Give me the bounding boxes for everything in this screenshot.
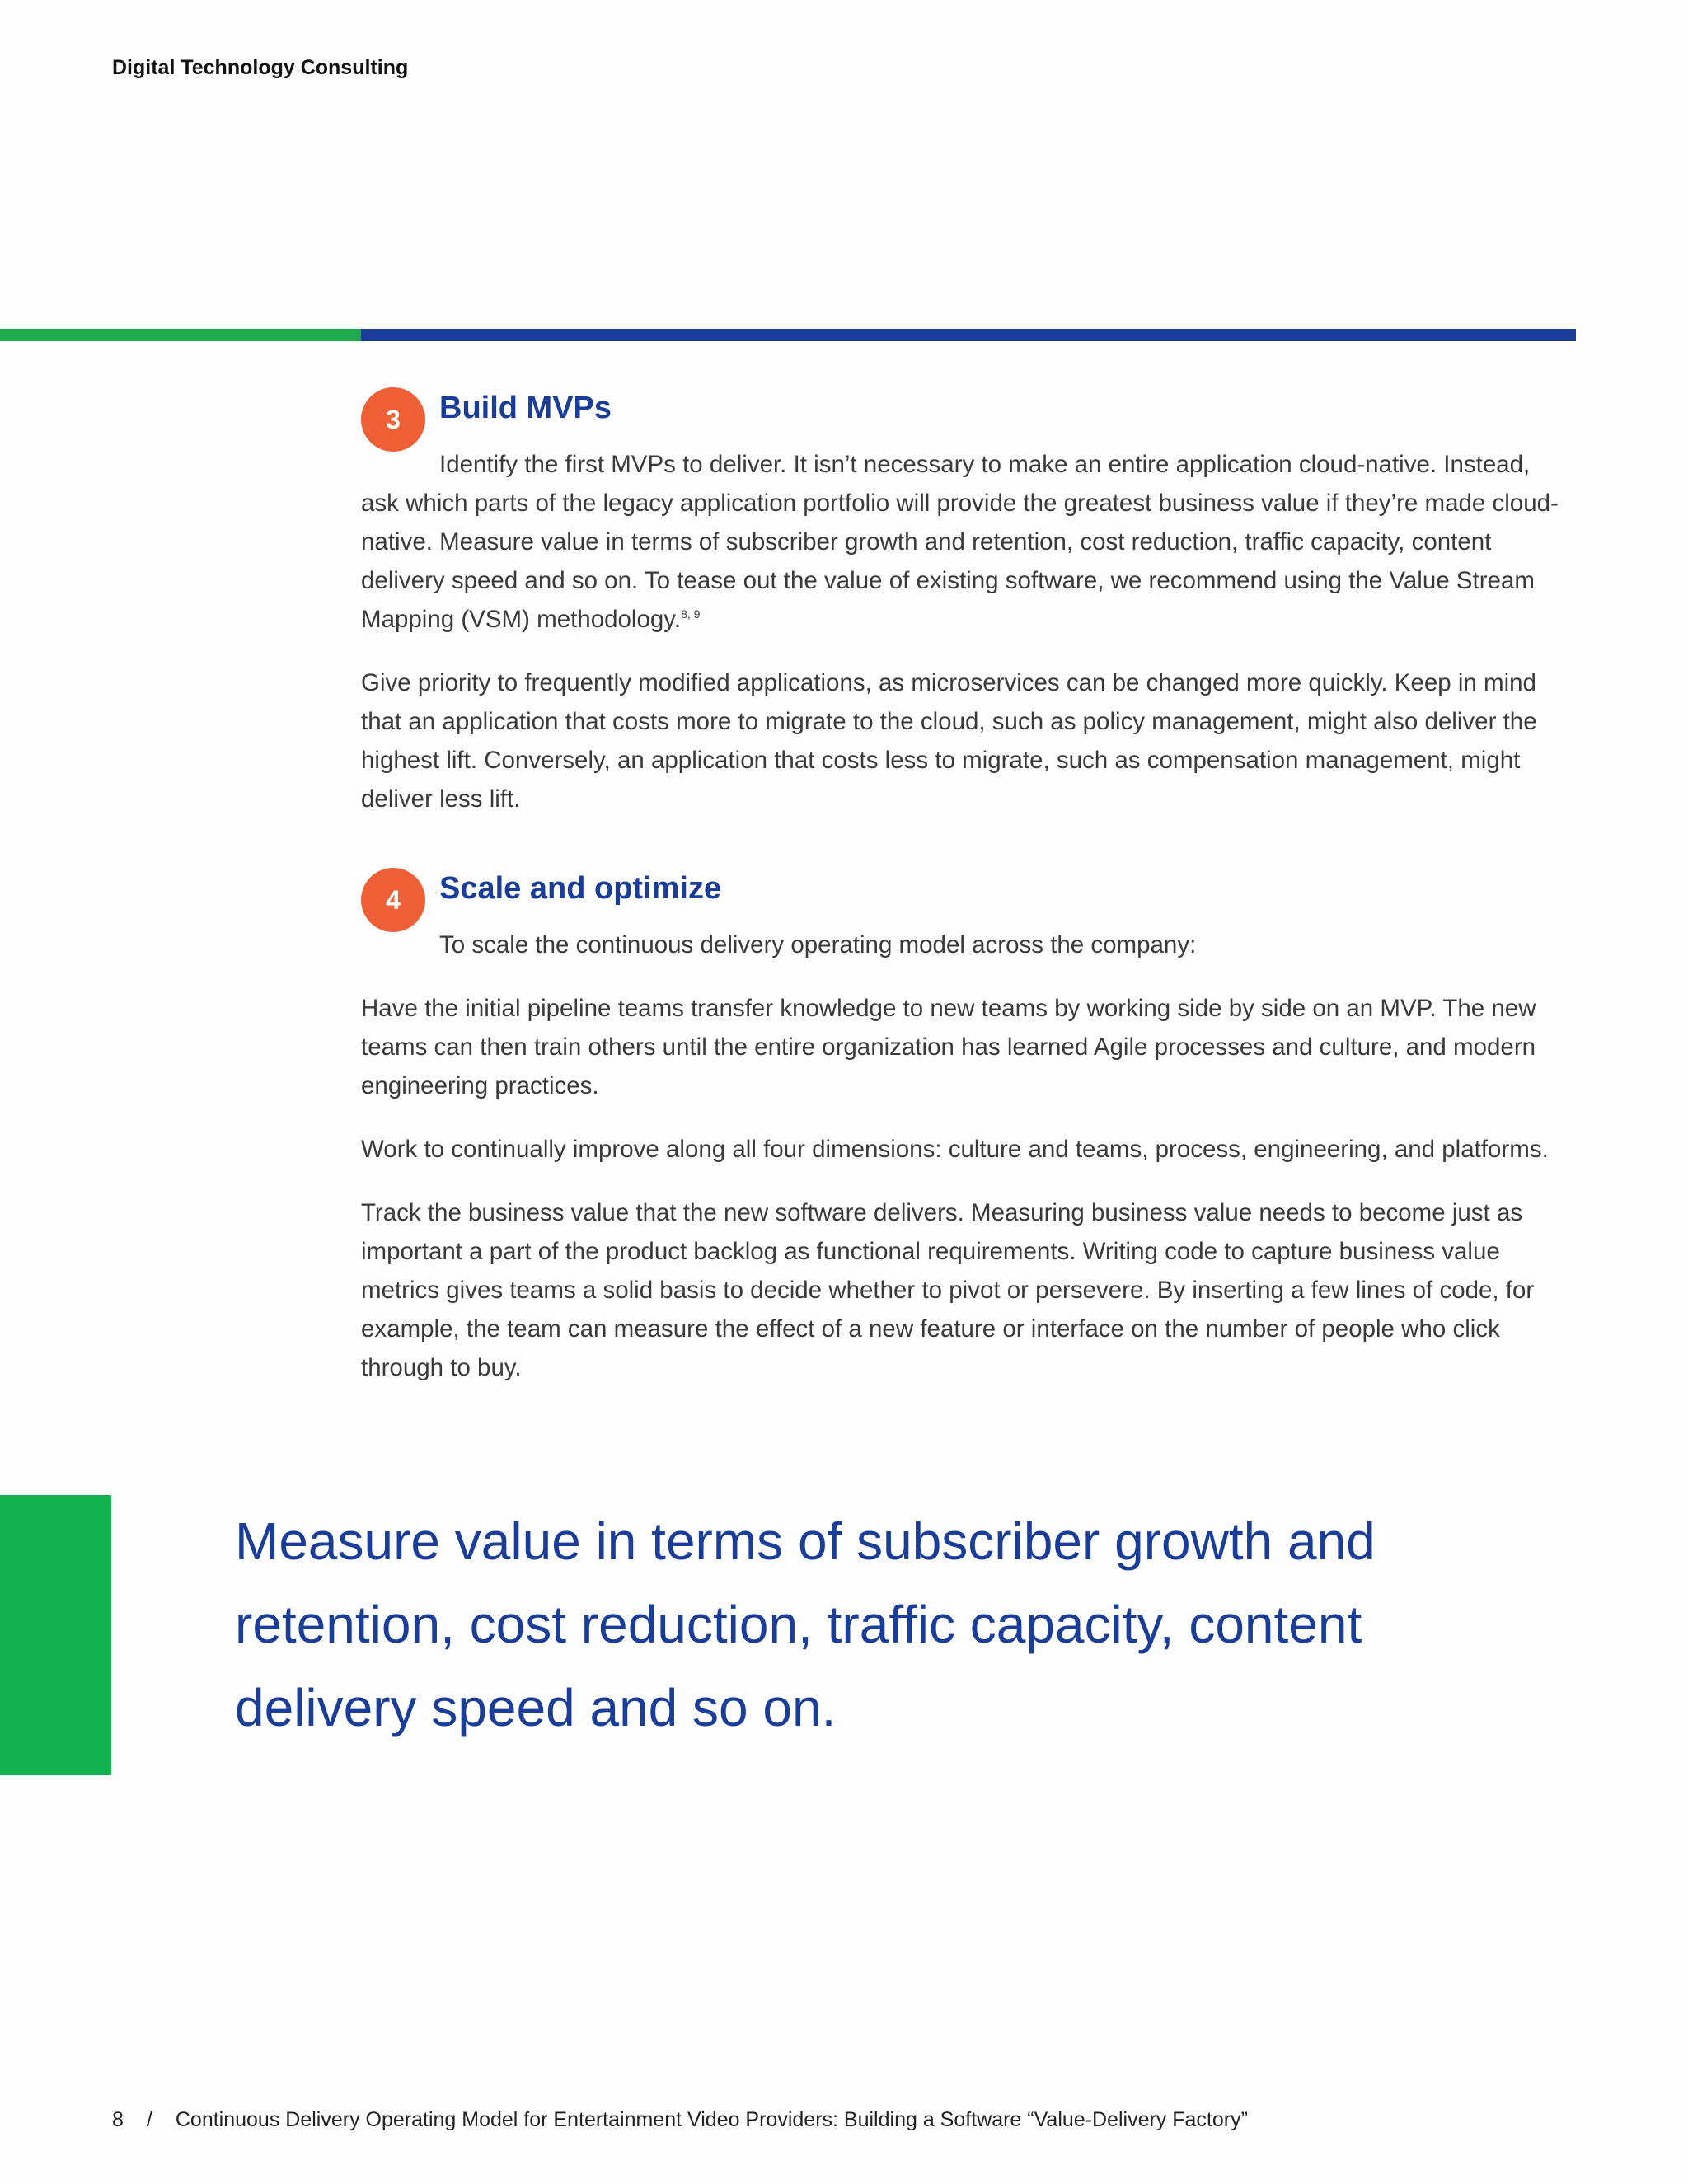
paragraph: Have the initial pipeline teams transfer knowledge to new teams by working side by side on an MVP. The new teams can then train others until the entire organization has learned Agile processes and culture, and modern engineering practices. bbox=[361, 995, 1536, 1099]
header-label: Digital Technology Consulting bbox=[112, 56, 409, 79]
section-heading bbox=[361, 868, 1564, 926]
paragraph bbox=[361, 445, 1564, 639]
footnote-ref: 8, 9 bbox=[681, 607, 701, 621]
paragraph-text: Identify the first MVPs to deliver. It isn’t necessary to make an entire application cloud-native. Instead, ask which parts of the legacy application portfolio will provide the greatest business value if they’re made cloud-native. Measure value in terms of subscriber growth and retention, cost reduction, traffic capacity, content delivery speed and so on. To tease out the value of existing software, we recommend using the Value Stream Mapping (VSM) methodology. bbox=[361, 451, 1559, 633]
section-title: Scale and optimize bbox=[439, 871, 722, 906]
pull-quote-accent-bar bbox=[0, 1495, 111, 1775]
paragraph: Track the business value that the new software delivers. Measuring business value needs to become just as important a part of the product backlog as functional requirements. Writing code to capture business value metrics gives teams a solid basis to decide whether to pivot or persevere. By inserting a few lines of code, for example, the team can measure the effect of a new feature or interface on the number of people who click through to buy. bbox=[361, 1199, 1535, 1381]
page-footer bbox=[112, 2108, 1248, 2132]
pull-quote: Measure value in terms of subscriber growth and retention, cost reduction, traffic capacity, content delivery speed and so on. bbox=[235, 1511, 1376, 1737]
section-build-mvps bbox=[361, 387, 1564, 843]
step-number-badge: 3 bbox=[361, 387, 425, 452]
section-scale-and-optimize bbox=[361, 868, 1564, 1412]
paragraph: To scale the continuous delivery operating model across the company: bbox=[439, 931, 1197, 958]
footer-separator: / bbox=[146, 2108, 152, 2131]
section-title: Build MVPs bbox=[439, 391, 612, 425]
section-heading bbox=[361, 387, 1564, 445]
header-rule-blue bbox=[361, 329, 1576, 341]
header-rule-green bbox=[0, 329, 363, 341]
page-number: 8 bbox=[112, 2108, 124, 2131]
paragraph: Work to continually improve along all four dimensions: culture and teams, process, engineering, and platforms. bbox=[361, 1136, 1549, 1163]
document-title: Continuous Delivery Operating Model for Entertainment Video Providers: Building a Software “Value-Delivery Factory” bbox=[175, 2108, 1248, 2131]
paragraph: Give priority to frequently modified applications, as microservices can be changed more quickly. Keep in mind that an application that costs more to migrate to the cloud, such as policy management, might also deliver the highest lift. Conversely, an application that costs less to migrate, such as compensation management, might deliver less lift. bbox=[361, 669, 1537, 813]
step-number-badge: 4 bbox=[361, 868, 425, 932]
